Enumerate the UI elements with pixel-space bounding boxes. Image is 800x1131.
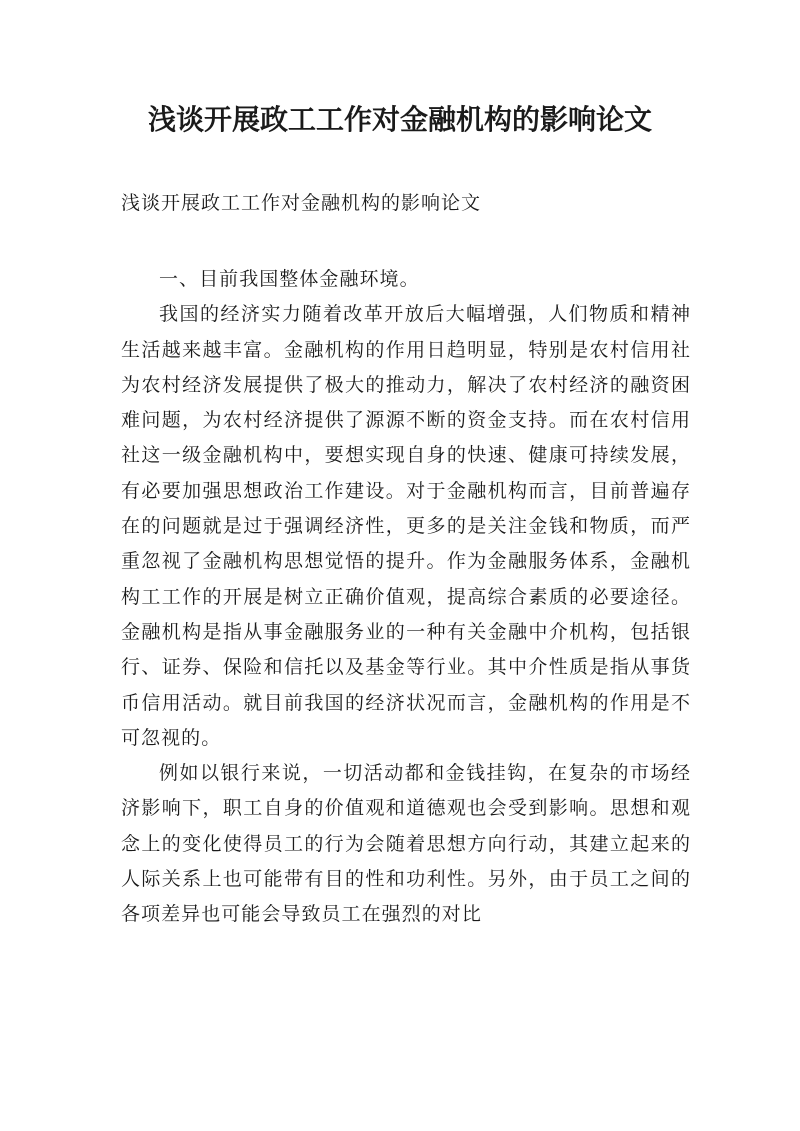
body-paragraph-1: 我国的经济实力随着改革开放后大幅增强，人们物质和精神生活越来越丰富。金融机构的作用日趋明显，特别是农村信用社为农村经济发展提供了极大的推动力，解决了农村经济的融资困难问题，为农村经济提供了源源不断的资金支持。而在农村信用社这一级金融机构中，要想实现自身的快速、健康可持续发展，有必要加强思想政治工作建设。对于金融机构而言，目前普遍存在的问题就是过于强调经济性，更多的是关注金钱和物质，而严重忽视了金融机构思想觉悟的提升。作为金融服务体系，金融机构工工作的开展是树立正确价值观，提高综合素质的必要途径。金融机构是指从事金融服务业的一种有关金融中介机构，包括银行、证券、保险和信托以及基金等行业。其中介性质是指从事货币信用活动。就目前我国的经济状况而言，金融机构的作用是不可忽视的。 <box>121 303 691 749</box>
section-heading: 一、目前我国整体金融环境。 <box>159 268 420 290</box>
body-paragraph-2: 例如以银行来说，一切活动都和金钱挂钩，在复杂的市场经济影响下，职工自身的价值观和道德观也会受到影响。思想和观念上的变化使得员工的行为会随着思想方向行动，其建立起来的人际关系上也可能带有目的性和功利性。另外，由于员工之间的各项差异也可能会导致员工在强烈的对比 <box>121 762 691 926</box>
document-title: 浅谈开展政工工作对金融机构的影响论文 <box>147 103 652 136</box>
document-body <box>121 262 691 933</box>
document-subtitle: 浅谈开展政工工作对金融机构的影响论文 <box>121 192 482 214</box>
